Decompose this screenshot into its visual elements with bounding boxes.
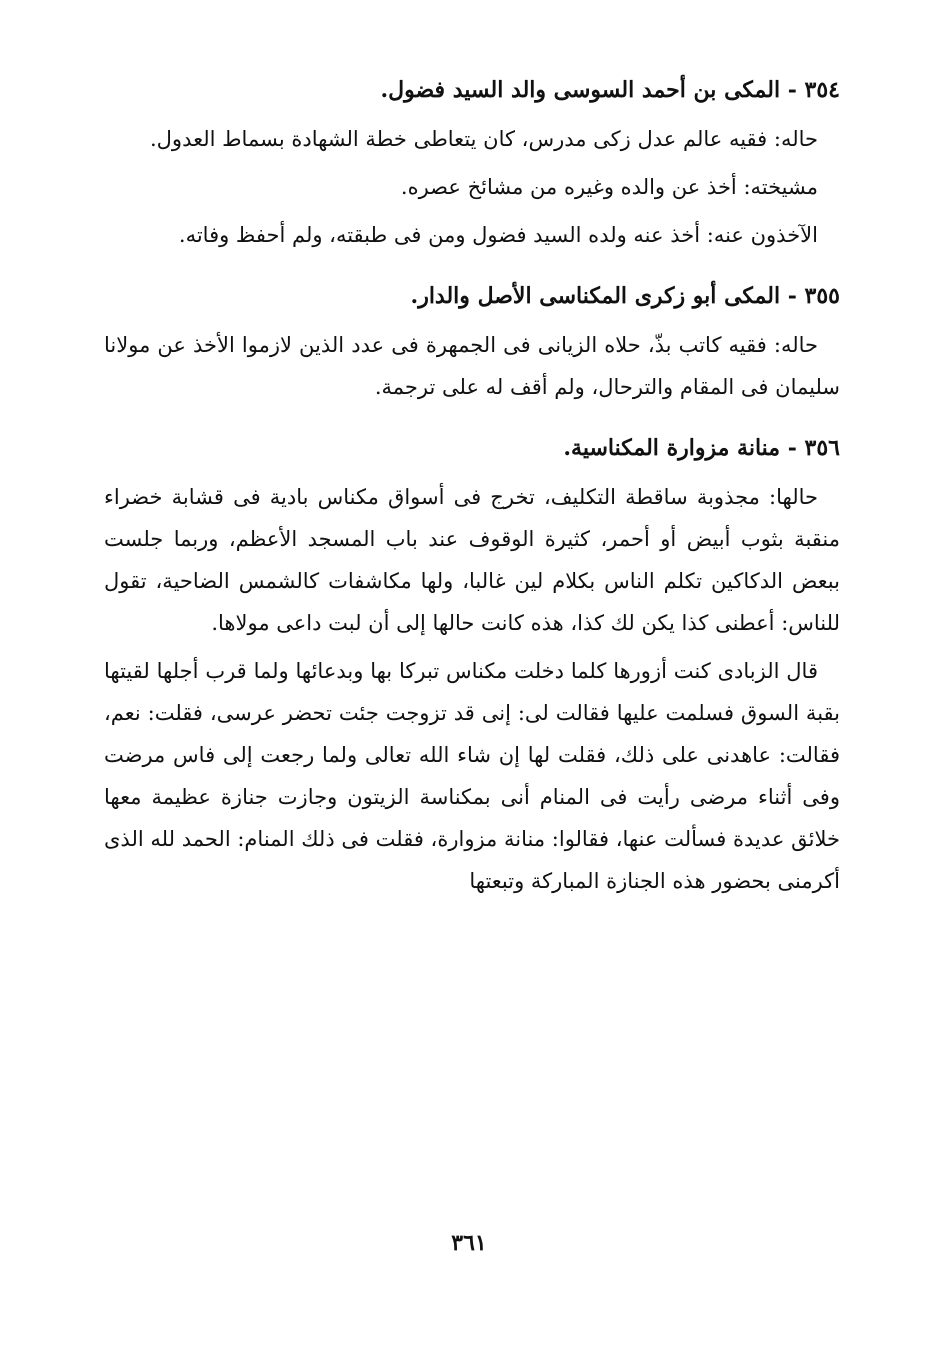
entry-heading: ٣٥٦ - منانة مزوارة المكناسية. xyxy=(563,435,840,461)
entry-heading: ٣٥٥ - المكى أبو زكرى المكناسى الأصل والدار. xyxy=(410,283,840,309)
paragraph: مشيخته: أخذ عن والده وغيره من مشائخ عصره. xyxy=(400,175,818,199)
paragraph: حاله: فقيه عالم عدل زكى مدرس، كان يتعاطى خطة الشهادة بسماط العدول. xyxy=(150,127,818,151)
entry-354 xyxy=(104,62,840,256)
body-text xyxy=(104,62,840,914)
entry-356 xyxy=(104,420,840,902)
entry-355 xyxy=(104,268,840,408)
paragraph: حالها: مجذوبة ساقطة التكليف، تخرج فى أسواق مكناس بادية فى قشابة خضراء منقبة بثوب أبيض أو أحمر، كثيرة الوقوف عند باب المسجد الأعظم، وربما جلست ببعض الدكاكين تكلم الناس بكلام لين غالبا، ولها مكاشفات كالشمس الضاحية، تقول للناس: أعطنى كذا يكن لك كذا، هذه كانت حالها إلى أن لبت داعى مولاها. xyxy=(104,485,840,635)
paragraph: حاله: فقيه كاتب بذّ، حلاه الزيانى فى الجمهرة فى عدد الذين لازموا الأخذ عن مولانا سليمان فى المقام والترحال، ولم أقف له على ترجمة. xyxy=(104,333,840,399)
entry-heading: ٣٥٤ - المكى بن أحمد السوسى والد السيد فضول. xyxy=(380,77,840,103)
paragraph: الآخذون عنه: أخذ عنه ولده السيد فضول ومن فى طبقته، ولم أحفظ وفاته. xyxy=(178,223,818,247)
paragraph: قال الزبادى كنت أزورها كلما دخلت مكناس تبركا بها وبدعائها ولما قرب أجلها لقيتها بقبة السوق فسلمت عليها فقالت لى: إنى قد تزوجت جئت تحضر عرسى، فقلت: نعم، فقالت: عاهدنى على ذلك، فقلت لها إن شاء الله تعالى ولما رجعت إلى فاس مرضت وفى أثناء مرضى رأيت فى المنام أنى بمكناسة الزيتون وجازت جنازة عظيمة معها خلائق عديدة فسألت عنها، فقالوا: منانة مزوارة، فقلت فى ذلك المنام: الحمد لله الذى أكرمنى بحضور هذه الجنازة المباركة وتبعتها xyxy=(104,659,840,893)
page-number: ٣٦١ xyxy=(451,1230,487,1256)
